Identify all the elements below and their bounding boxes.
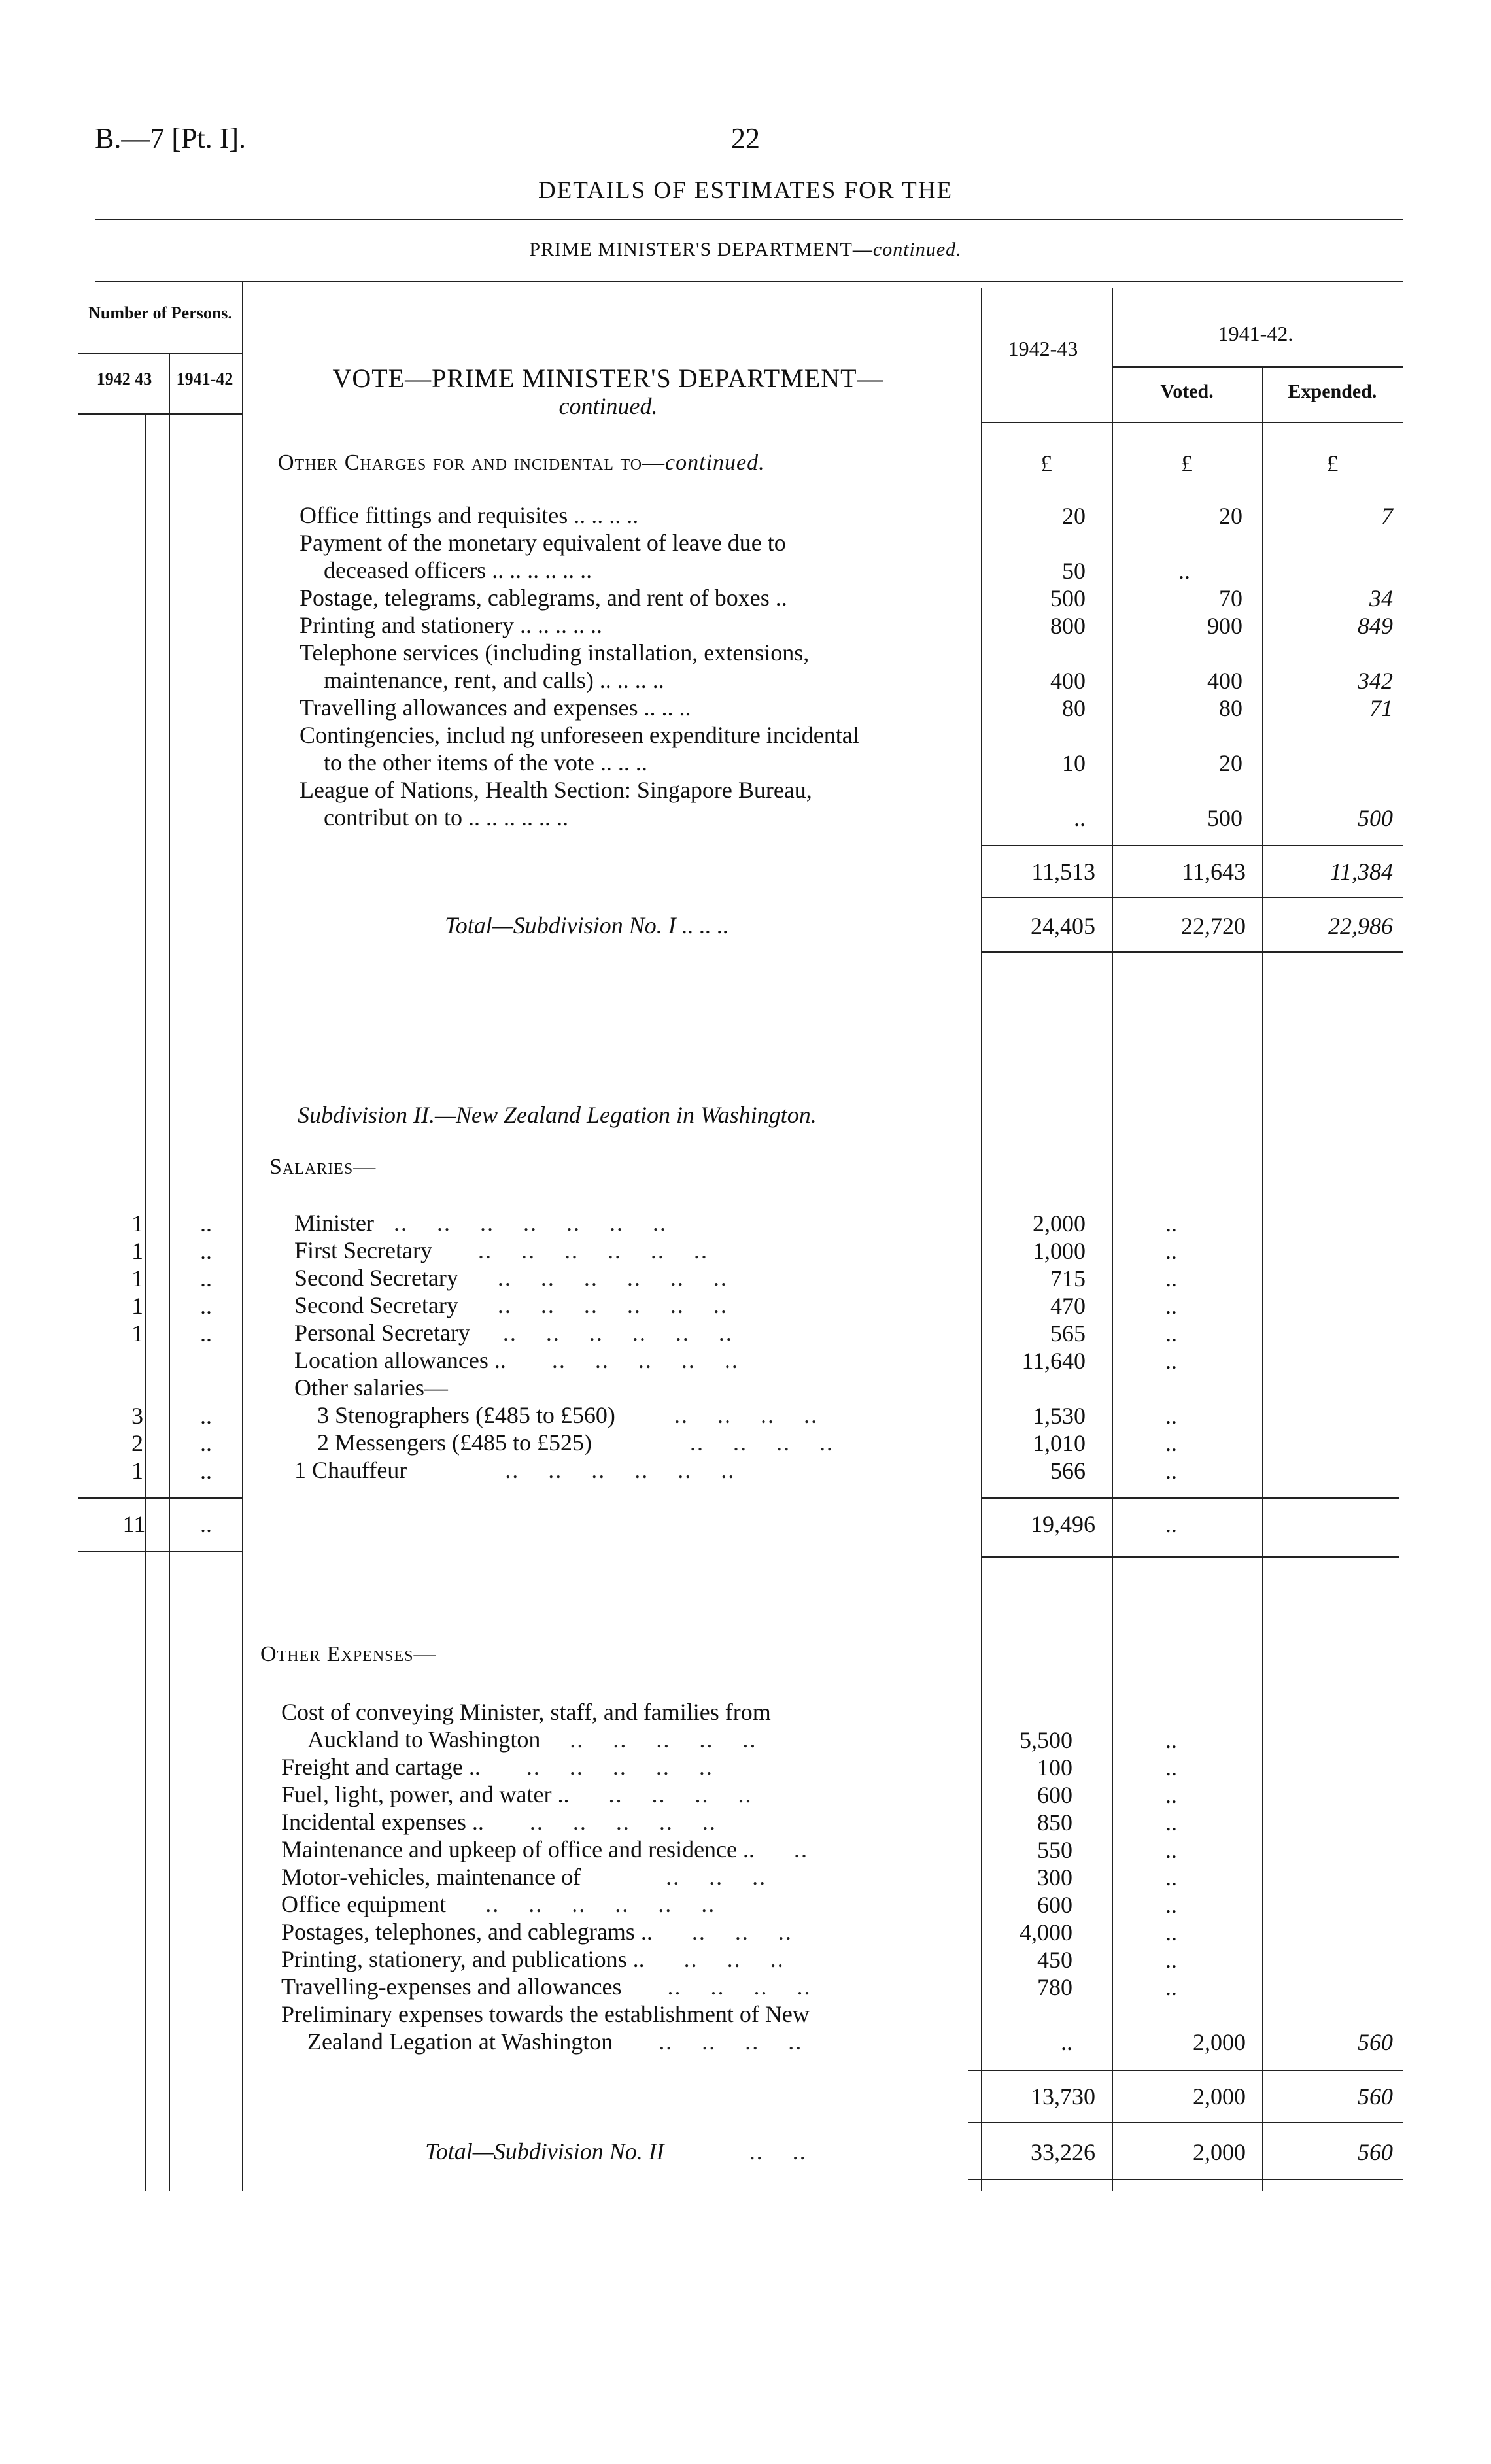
- salary-personal-secretary-label: Personal Secretary: [294, 1320, 470, 1346]
- salary-messengers-1942: 1,010: [1033, 1430, 1086, 1456]
- item-postage-1942: 500: [1050, 585, 1086, 611]
- expense-postages-voted: ..: [1165, 1919, 1177, 1945]
- expense-incidental-label: Incidental expenses ..: [281, 1809, 484, 1835]
- vote-title: VOTE—PRIME MINISTER'S DEPARTMENT—: [332, 364, 884, 393]
- salary-location-allowances-1942: 11,640: [1021, 1348, 1086, 1374]
- salaries-total-voted: ..: [1165, 1511, 1177, 1537]
- salary-stenographers-label: 3 Stenographers (£485 to £560): [317, 1402, 615, 1428]
- department-continued: continued.: [872, 239, 962, 260]
- salary-chauffeur-1942: 566: [1050, 1458, 1086, 1484]
- header-bottom-rule: [981, 422, 1403, 423]
- expense-preliminary: Zealand Legation at Washington .. .. .. ..: [307, 2028, 803, 2055]
- expense-preliminary-expended: 560: [1358, 2029, 1393, 2055]
- persons-1941-header: 1941-42: [176, 369, 233, 388]
- item-travelling-expended: 71: [1369, 695, 1393, 721]
- item-telephone-expended: 342: [1358, 668, 1393, 694]
- salaries-total-persons-1942: 11: [122, 1511, 146, 1537]
- section1-subtotal-voted: 11,643: [1182, 859, 1246, 885]
- item-leave-payment-line2: deceased officers .. .. .. .. .. ..: [324, 557, 592, 583]
- salary-first-secretary-persons-1942: 1: [131, 1238, 143, 1264]
- expense-conveying-1942: 5,500: [1020, 1727, 1072, 1753]
- salary-second-secretary-a-1942: 715: [1050, 1265, 1086, 1292]
- item-postage-expended: 34: [1369, 585, 1393, 611]
- item-leave-payment-1942: 50: [1062, 558, 1086, 584]
- section2-total-label: Total—Subdivision No. II: [425, 2138, 664, 2165]
- expense-office-equipment: Office equipment .. .. .. .. .. ..: [281, 1891, 716, 1917]
- expense-incidental-voted: ..: [1165, 1809, 1177, 1836]
- item-travelling-voted: 80: [1219, 695, 1242, 721]
- expense-travelling-1942: 780: [1037, 1974, 1072, 2000]
- expense-travelling-voted: ..: [1165, 1974, 1177, 2000]
- salary-messengers-persons-1942: 2: [131, 1430, 143, 1456]
- section1-total-label: Total—Subdivision No. I .. .. ..: [445, 912, 729, 938]
- section2-subtotal-1942: 13,730: [1031, 2083, 1095, 2110]
- expense-fuel-label: Fuel, light, power, and water ..: [281, 1781, 570, 1807]
- salary-second-secretary-b-persons-1942: 1: [131, 1293, 143, 1319]
- salaries-total-persons-1941: ..: [200, 1511, 212, 1537]
- item-league-line1: League of Nations, Health Section: Singapore Bureau,: [300, 777, 812, 803]
- expense-maintenance: Maintenance and upkeep of office and residence .. ..: [281, 1836, 809, 1862]
- section1-subtotal-bottom-rule: [981, 897, 1403, 898]
- salary-chauffeur-label: 1 Chauffeur: [294, 1457, 407, 1483]
- expense-office-equipment-label: Office equipment: [281, 1891, 447, 1917]
- expense-preliminary-1942: ..: [1061, 2029, 1072, 2055]
- section2-total: Total—Subdivision No. II .. ..: [425, 2138, 807, 2165]
- salary-second-secretary-b-label: Second Secretary: [294, 1292, 458, 1318]
- section1-total-voted: 22,720: [1181, 913, 1246, 939]
- expense-postages-1942: 4,000: [1020, 1919, 1072, 1945]
- salary-location-allowances-label: Location allowances ..: [294, 1347, 506, 1373]
- expense-motor-vehicles-label: Motor-vehicles, maintenance of: [281, 1864, 581, 1890]
- item-contingencies-line1: Contingencies, includ ng unforeseen expenditure incidental: [300, 722, 859, 748]
- salaries-total-1942: 19,496: [1031, 1511, 1095, 1537]
- salary-minister-persons-1942: 1: [131, 1210, 143, 1237]
- expense-preliminary-line2: Zealand Legation at Washington: [307, 2028, 613, 2055]
- section2-total-voted: 2,000: [1193, 2139, 1246, 2165]
- item-leave-payment-line1: Payment of the monetary equivalent of leave due to: [300, 530, 786, 556]
- salary-chauffeur-voted: ..: [1165, 1458, 1177, 1484]
- item-postage-voted: 70: [1219, 585, 1242, 611]
- vote-continued: continued.: [558, 393, 658, 419]
- page-number: 22: [731, 122, 760, 154]
- expense-postages: Postages, telephones, and cablegrams .. .. .. ..: [281, 1919, 793, 1945]
- expense-motor-vehicles-1942: 300: [1037, 1864, 1072, 1891]
- salary-minister-label: Minister: [294, 1210, 374, 1236]
- item-telephone-line2: maintenance, rent, and calls) .. .. .. ..: [324, 667, 664, 693]
- salary-second-secretary-b-persons-1941: ..: [200, 1293, 212, 1319]
- salary-personal-secretary-persons-1942: 1: [131, 1320, 143, 1346]
- voted-header: Voted.: [1160, 381, 1214, 402]
- section1-subtotal-1942: 11,513: [1031, 859, 1095, 885]
- item-telephone-line1: Telephone services (including installation, extensions,: [300, 640, 810, 666]
- salary-personal-secretary-1942: 565: [1050, 1320, 1086, 1346]
- salary-second-secretary-a: Second Secretary .. .. .. .. .. ..: [294, 1265, 728, 1291]
- item-leave-payment-voted: ..: [1178, 558, 1190, 584]
- persons-inner-divider: [169, 353, 170, 2191]
- currency-expended: £: [1326, 451, 1339, 477]
- expense-postages-label: Postages, telephones, and cablegrams ..: [281, 1919, 653, 1945]
- year-1942-header: 1942-43: [1008, 337, 1078, 360]
- expense-motor-vehicles: Motor-vehicles, maintenance of .. .. ..: [281, 1864, 767, 1890]
- persons-header-bottom-rule: [78, 413, 242, 415]
- section1-total-1942: 24,405: [1031, 913, 1095, 939]
- expense-maintenance-voted: ..: [1165, 1837, 1177, 1863]
- title-rule: [95, 219, 1403, 220]
- expense-preliminary-voted: 2,000: [1193, 2029, 1246, 2055]
- expense-freight-1942: 100: [1037, 1754, 1072, 1781]
- item-office-fittings: Office fittings and requisites .. .. .. ..: [300, 502, 639, 528]
- salary-stenographers-persons-1942: 3: [131, 1403, 143, 1429]
- persons-column-divider: [242, 281, 243, 2191]
- expense-motor-vehicles-voted: ..: [1165, 1864, 1177, 1891]
- section1-total-expended: 22,986: [1328, 913, 1393, 939]
- section1-heading-text: Other Charges for and incidental to—: [278, 451, 666, 475]
- section1-subtotal-top-rule: [981, 845, 1403, 846]
- section2-total-bottom-rule: [968, 2179, 1403, 2180]
- item-contingencies-voted: 20: [1219, 750, 1242, 776]
- expense-fuel: Fuel, light, power, and water .. .. .. .. ..: [281, 1781, 753, 1807]
- item-contingencies-1942: 10: [1062, 750, 1086, 776]
- item-printing-expended: 849: [1358, 613, 1393, 639]
- expense-printing-1942: 450: [1037, 1947, 1072, 1973]
- salary-messengers-voted: ..: [1165, 1430, 1177, 1456]
- expense-incidental: Incidental expenses .. .. .. .. .. ..: [281, 1809, 717, 1835]
- expense-maintenance-label: Maintenance and upkeep of office and residence ..: [281, 1836, 755, 1862]
- expense-conveying: Auckland to Washington .. .. .. .. ..: [307, 1726, 757, 1753]
- item-printing: Printing and stationery .. .. .. .. ..: [300, 612, 602, 638]
- expense-travelling: Travelling-expenses and allowances .. .. .. ..: [281, 1974, 812, 2000]
- item-travelling: Travelling allowances and expenses .. .. ..: [300, 694, 691, 721]
- salary-minister-1942: 2,000: [1033, 1210, 1086, 1237]
- currency-voted: £: [1181, 451, 1193, 477]
- section2-subtotal-expended: 560: [1358, 2083, 1393, 2110]
- salaries-total-top-rule: [981, 1497, 1399, 1499]
- department-title: [0, 239, 1491, 261]
- salary-second-secretary-a-persons-1941: ..: [200, 1265, 212, 1292]
- persons-header-rule: [78, 353, 242, 354]
- expense-office-equipment-1942: 600: [1037, 1892, 1072, 1918]
- table-top-rule: [95, 281, 1403, 282]
- salaries-total-bottom-rule-persons: [78, 1551, 242, 1552]
- salary-stenographers: 3 Stenographers (£485 to £560) .. .. .. ..: [317, 1402, 818, 1428]
- salary-second-secretary-b-voted: ..: [1165, 1293, 1177, 1319]
- salary-other-salaries-label: Other salaries—: [294, 1375, 448, 1401]
- salaries-total-bottom-rule: [981, 1556, 1399, 1558]
- salary-minister-persons-1941: ..: [200, 1210, 212, 1237]
- expense-conveying-line1: Cost of conveying Minister, staff, and families from: [281, 1699, 771, 1725]
- item-league-voted: 500: [1207, 805, 1242, 831]
- item-league-line2: contribut on to .. .. .. .. .. ..: [324, 804, 568, 830]
- salary-chauffeur: 1 Chauffeur .. .. .. .. .. ..: [294, 1457, 736, 1483]
- section2-heading: Subdivision II.—New Zealand Legation in Washington.: [298, 1102, 817, 1128]
- expense-preliminary-line1: Preliminary expenses towards the establishment of New: [281, 2001, 810, 2027]
- salaries-heading: Salaries—: [269, 1155, 377, 1179]
- salary-minister-voted: ..: [1165, 1210, 1177, 1237]
- section1-subtotal-expended: 11,384: [1329, 859, 1393, 885]
- expense-printing-voted: ..: [1165, 1947, 1177, 1973]
- expense-office-equipment-voted: ..: [1165, 1892, 1177, 1918]
- salary-personal-secretary-persons-1941: ..: [200, 1320, 212, 1346]
- expense-fuel-voted: ..: [1165, 1782, 1177, 1808]
- expense-printing: Printing, stationery, and publications .. .. .. ..: [281, 1946, 785, 1972]
- expense-printing-label: Printing, stationery, and publications ..: [281, 1946, 645, 1972]
- salary-stenographers-persons-1941: ..: [200, 1403, 212, 1429]
- salary-first-secretary-persons-1941: ..: [200, 1238, 212, 1264]
- item-office-fittings-expended: 7: [1381, 503, 1393, 529]
- item-league-expended: 500: [1358, 805, 1393, 831]
- salary-location-allowances-voted: ..: [1165, 1348, 1177, 1374]
- salary-chauffeur-persons-1941: ..: [200, 1458, 212, 1484]
- salary-first-secretary-voted: ..: [1165, 1238, 1177, 1264]
- expended-header: Expended.: [1288, 381, 1377, 402]
- item-postage: Postage, telegrams, cablegrams, and rent of boxes ..: [300, 585, 787, 611]
- section2-subtotal-top-rule: [968, 2070, 1403, 2071]
- persons-1942-header: 1942 43: [96, 369, 152, 388]
- expenses-heading: Other Expenses—: [260, 1642, 437, 1666]
- expense-travelling-label: Travelling-expenses and allowances: [281, 1974, 622, 2000]
- expended-column-divider: [1262, 366, 1263, 2191]
- expense-fuel-1942: 600: [1037, 1782, 1072, 1808]
- expense-maintenance-1942: 550: [1037, 1837, 1072, 1863]
- section2-total-1942: 33,226: [1031, 2139, 1095, 2165]
- expense-conveying-line2: Auckland to Washington: [307, 1726, 541, 1753]
- salary-stenographers-1942: 1,530: [1033, 1403, 1086, 1429]
- expense-incidental-1942: 850: [1037, 1809, 1072, 1836]
- salary-messengers-label: 2 Messengers (£485 to £525): [317, 1429, 592, 1456]
- salary-personal-secretary: Personal Secretary .. .. .. .. .. ..: [294, 1320, 733, 1346]
- item-printing-voted: 900: [1207, 613, 1242, 639]
- salary-second-secretary-a-label: Second Secretary: [294, 1265, 458, 1291]
- salary-second-secretary-b-1942: 470: [1050, 1293, 1086, 1319]
- salary-location-allowances: Location allowances .. .. .. .. .. ..: [294, 1347, 739, 1373]
- salary-second-secretary-a-persons-1942: 1: [131, 1265, 143, 1292]
- salary-personal-secretary-voted: ..: [1165, 1320, 1177, 1346]
- section2-total-expended: 560: [1358, 2139, 1393, 2165]
- salary-stenographers-voted: ..: [1165, 1403, 1177, 1429]
- department-name: PRIME MINISTER'S DEPARTMENT—: [529, 239, 873, 260]
- item-league-1942: ..: [1074, 805, 1086, 831]
- year-1941-header: 1941-42.: [1218, 322, 1294, 345]
- salary-second-secretary-b: Second Secretary .. .. .. .. .. ..: [294, 1292, 728, 1318]
- salary-first-secretary-label: First Secretary: [294, 1237, 432, 1263]
- persons-header: Number of Persons.: [88, 303, 232, 322]
- salary-first-secretary-1942: 1,000: [1033, 1238, 1086, 1264]
- expense-freight-voted: ..: [1165, 1754, 1177, 1781]
- salary-chauffeur-persons-1942: 1: [131, 1458, 143, 1484]
- salary-messengers: 2 Messengers (£485 to £525) .. .. .. ..: [317, 1429, 834, 1456]
- expense-freight-label: Freight and cartage ..: [281, 1754, 481, 1780]
- section2-subtotal-bottom-rule: [968, 2122, 1403, 2123]
- item-telephone-voted: 400: [1207, 668, 1242, 694]
- salary-messengers-persons-1941: ..: [200, 1430, 212, 1456]
- item-travelling-1942: 80: [1062, 695, 1086, 721]
- section1-total-bottom-rule: [981, 951, 1403, 953]
- section1-heading-continued: continued.: [665, 451, 765, 475]
- expense-conveying-voted: ..: [1165, 1727, 1177, 1753]
- item-office-fittings-voted: 20: [1219, 503, 1242, 529]
- currency-1942: £: [1040, 451, 1052, 477]
- section1-heading: [278, 450, 765, 476]
- salaries-total-top-rule-persons: [78, 1497, 242, 1499]
- salary-first-secretary: First Secretary .. .. .. .. .. ..: [294, 1237, 708, 1263]
- page-title: DETAILS OF ESTIMATES FOR THE: [538, 177, 953, 204]
- salary-minister: Minister .. .. .. .. .. .. ..: [294, 1210, 667, 1236]
- item-telephone-1942: 400: [1050, 668, 1086, 694]
- report-reference: B.—7 [Pt. I].: [95, 122, 246, 154]
- salary-second-secretary-a-voted: ..: [1165, 1265, 1177, 1292]
- item-contingencies-line2: to the other items of the vote .. .. ..: [324, 749, 647, 776]
- expense-freight: Freight and cartage .. .. .. .. .. ..: [281, 1754, 713, 1780]
- section2-subtotal-voted: 2,000: [1193, 2083, 1246, 2110]
- year-1941-rule: [1112, 366, 1403, 368]
- item-printing-1942: 800: [1050, 613, 1086, 639]
- item-office-fittings-1942: 20: [1062, 503, 1086, 529]
